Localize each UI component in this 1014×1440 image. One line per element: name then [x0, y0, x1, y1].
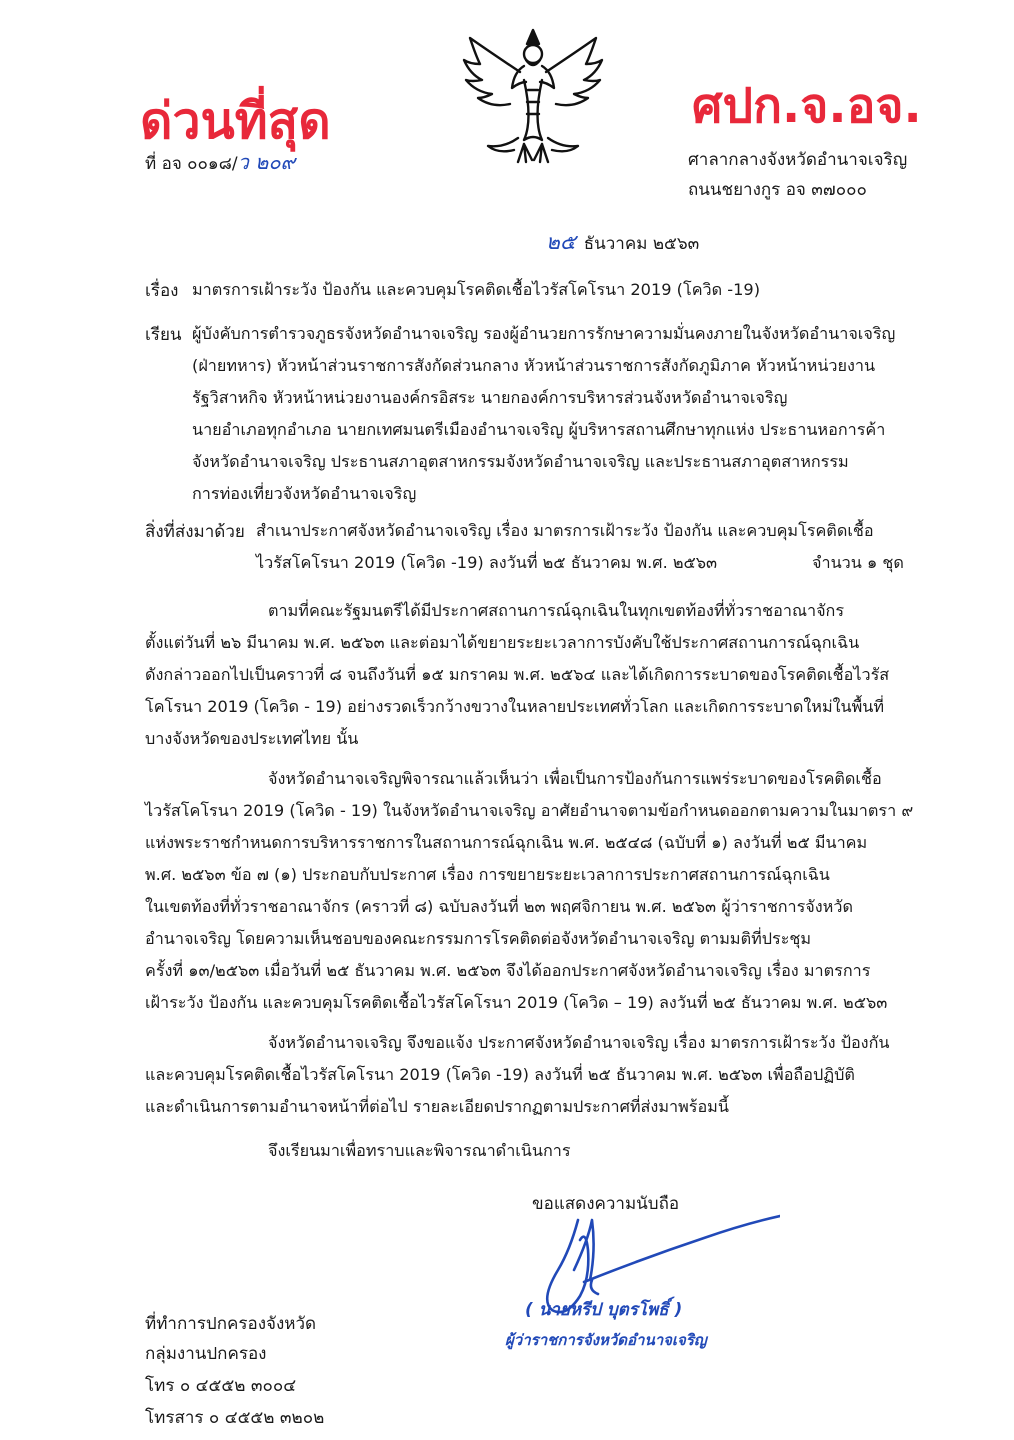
paragraph-line: จึงเรียนมาเพื่อทราบและพิจารณาดำเนินการ	[268, 1141, 571, 1160]
paragraph-line: ในเขตท้องที่ทั่วราชอาณาจักร (คราวที่ ๘) ฉบับลงวันที่ ๒๓ พฤศจิกายน พ.ศ. ๒๕๖๓ ผู้ว่าราชการจังหวัด	[145, 897, 853, 916]
subject-label: เรื่อง	[145, 281, 179, 301]
recipient-line: นายอำเภอทุกอำเภอ นายกเทศมนตรีเมืองอำนาจเจริญ ผู้บริหารสถานศึกษาทุกแห่ง ประธานหอการค้า	[192, 420, 886, 439]
enclosure-count: จำนวน ๑ ชุด	[812, 553, 904, 572]
paragraph-line: และควบคุมโรคติดเชื้อไวรัสโคโรนา 2019 (โควิด -19) ลงวันที่ ๒๕ ธันวาคม พ.ศ. ๒๕๖๓ เพื่อถือปฏิบัติ	[145, 1065, 855, 1084]
paragraph-line: เฝ้าระวัง ป้องกัน และควบคุมโรคติดเชื้อไวรัสโคโรนา 2019 (โควิด – 19) ลงวันที่ ๒๕ ธันวาคม พ.ศ. ๒๕๖๓	[145, 993, 888, 1012]
contact-fax: โทรสาร ๐ ๔๕๕๒ ๓๒๐๒	[145, 1408, 325, 1428]
recipient-line: รัฐวิสาหกิจ หัวหน้าหน่วยงานองค์กรอิสระ นายกองค์การบริหารส่วนจังหวัดอำนาจเจริญ	[192, 388, 788, 407]
paragraph-line: อำนาจเจริญ โดยความเห็นชอบของคณะกรรมการโรคติดต่อจังหวัดอำนาจเจริญ ตามมติที่ประชุม	[145, 929, 812, 948]
letter-date	[546, 226, 699, 259]
date-day-handwritten: ๒๕	[546, 230, 576, 254]
paragraph-line: จังหวัดอำนาจเจริญ จึงขอแจ้ง ประกาศจังหวัดอำนาจเจริญ เรื่อง มาตรการเฝ้าระวัง ป้องกัน	[268, 1033, 890, 1052]
paragraph-line: ตั้งแต่วันที่ ๒๖ มีนาคม พ.ศ. ๒๕๖๓ และต่อมาได้ขยายระยะเวลาการบังคับใช้ประกาศสถานการณ์ฉุกเฉิน	[145, 633, 860, 652]
enclosure-line2: ไวรัสโคโรนา 2019 (โควิด -19) ลงวันที่ ๒๕ ธันวาคม พ.ศ. ๒๕๖๓	[256, 553, 718, 572]
recipient-line: ผู้บังคับการตำรวจภูธรจังหวัดอำนาจเจริญ รองผู้อำนวยการรักษาความมั่นคงภายในจังหวัดอำนาจเจริญ	[192, 324, 896, 343]
signer-title: ผู้ว่าราชการจังหวัดอำนาจเจริญ	[505, 1331, 707, 1349]
recipient-line: การท่องเที่ยวจังหวัดอำนาจเจริญ	[192, 484, 417, 503]
paragraph-line: ไวรัสโคโรนา 2019 (โควิด - 19) ในจังหวัดอำนาจเจริญ อาศัยอำนาจตามข้อกำหนดออกตามความในมาตรา ๙	[145, 801, 914, 820]
paragraph-line: ครั้งที่ ๑๓/๒๕๖๓ เมื่อวันที่ ๒๕ ธันวาคม พ.ศ. ๒๕๖๓ จึงได้ออกประกาศจังหวัดอำนาจเจริญ เรื่อง มาตรการ	[145, 961, 871, 980]
paragraph-line: จังหวัดอำนาจเจริญพิจารณาแล้วเห็นว่า เพื่อเป็นการป้องกันการแพร่ระบาดของโรคติดเชื้อ	[268, 769, 882, 788]
paragraph-line: แห่งพระราชกำหนดการบริหารราชการในสถานการณ์ฉุกเฉิน พ.ศ. ๒๕๔๘ (ฉบับที่ ๑) ลงวันที่ ๒๕ มีนาคม	[145, 833, 868, 852]
date-month-year: ธันวาคม ๒๕๖๓	[583, 234, 700, 254]
closing-regards: ขอแสดงความนับถือ	[532, 1194, 680, 1214]
paragraph-line: ดังกล่าวออกไปเป็นคราวที่ ๘ จนถึงวันที่ ๑๕ มกราคม พ.ศ. ๒๕๖๔ และได้เกิดการระบาดของโรคติดเชื้อไวรัส	[145, 665, 890, 684]
office-address-line1: ศาลากลางจังหวัดอำนาจเจริญ	[688, 150, 908, 170]
document-number-handwritten: ว ๒๐๙	[237, 150, 296, 174]
contact-office: ที่ทำการปกครองจังหวัด	[145, 1314, 317, 1334]
recipient-label: เรียน	[145, 325, 182, 345]
paragraph-line: บางจังหวัดของประเทศไทย นั้น	[145, 729, 359, 748]
paragraph-line: พ.ศ. ๒๕๖๓ ข้อ ๗ (๑) ประกอบกับประกาศ เรื่อง การขยายระยะเวลาการประกาศสถานการณ์ฉุกเฉิน	[145, 865, 830, 884]
document-number-prefix: ที่ อจ ๐๐๑๘/	[145, 154, 238, 174]
garuda-emblem-icon	[458, 20, 608, 170]
document-number	[145, 146, 295, 178]
enclosure-label: สิ่งที่ส่งมาด้วย	[145, 522, 245, 542]
recipient-line: จังหวัดอำนาจเจริญ ประธานสภาอุตสาหกรรมจังหวัดอำนาจเจริญ และประธานสภาอุตสาหกรรม	[192, 452, 849, 471]
subject-text: มาตรการเฝ้าระวัง ป้องกัน และควบคุมโรคติดเชื้อไวรัสโคโรนา 2019 (โควิด -19)	[192, 280, 761, 299]
contact-group: กลุ่มงานปกครอง	[145, 1344, 267, 1364]
department-stamp: ศปก.จ.อจ.	[692, 78, 922, 134]
recipient-line: (ฝ่ายทหาร) หัวหน้าส่วนราชการสังกัดส่วนกลาง หัวหน้าส่วนราชการสังกัดภูมิภาค หัวหน้าหน่วยงาน	[192, 356, 876, 375]
urgent-stamp: ด่วนที่สุด	[140, 92, 331, 150]
enclosure-line1: สำเนาประกาศจังหวัดอำนาจเจริญ เรื่อง มาตรการเฝ้าระวัง ป้องกัน และควบคุมโรคติดเชื้อ	[256, 521, 874, 540]
paragraph-line: ตามที่คณะรัฐมนตรีได้มีประกาศสถานการณ์ฉุกเฉินในทุกเขตท้องที่ทั่วราชอาณาจักร	[268, 601, 845, 620]
signer-name: ( นายหรีป บุตรโพธิ์ )	[525, 1300, 683, 1320]
paragraph-line: โคโรนา 2019 (โควิด - 19) อย่างรวดเร็วกว้างขวางในหลายประเทศทั่วโลก และเกิดการระบาดใหม่ในพื้นที่	[145, 697, 884, 716]
office-address-line2: ถนนชยางกูร อจ ๓๗๐๐๐	[688, 180, 867, 200]
contact-phone: โทร ๐ ๔๕๕๒ ๓๐๐๔	[145, 1376, 297, 1396]
paragraph-line: และดำเนินการตามอำนาจหน้าที่ต่อไป รายละเอียดปรากฏตามประกาศที่ส่งมาพร้อมนี้	[145, 1097, 729, 1116]
